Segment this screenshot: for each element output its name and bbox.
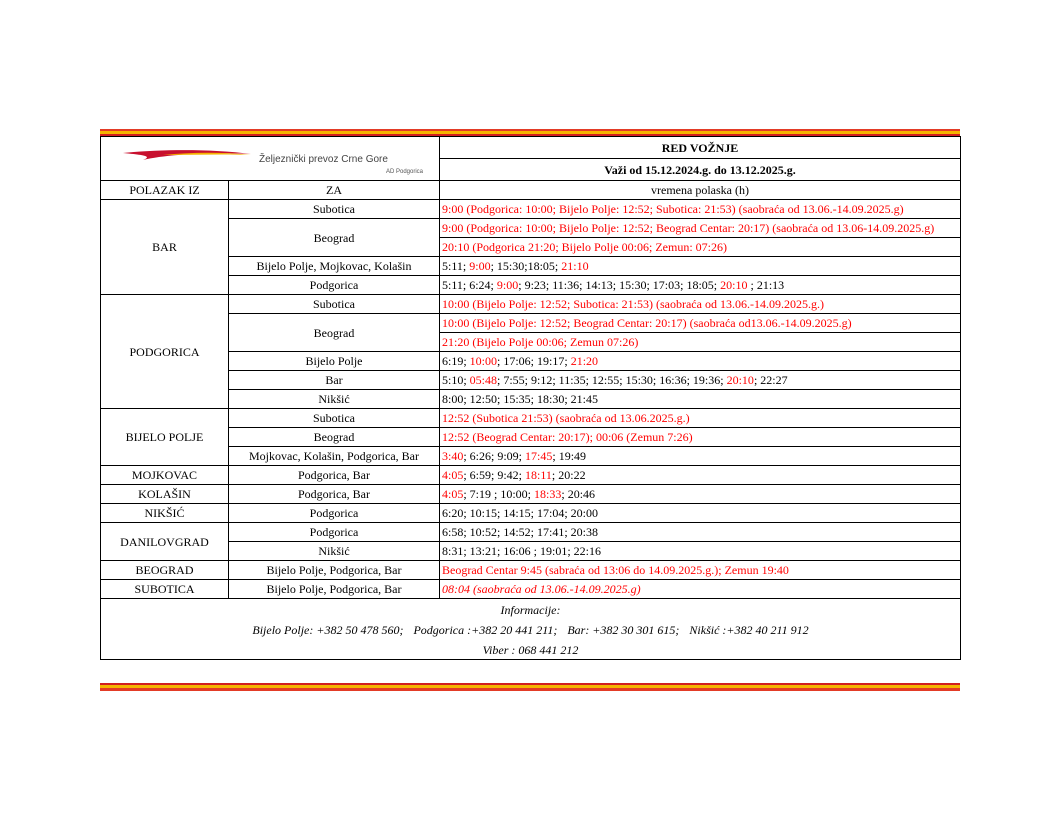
departure-times: 3:40; 6:26; 9:09; 17:45; 19:49 <box>440 447 961 466</box>
origin-station: BEOGRAD <box>101 561 229 580</box>
departure-times: 12:52 (Subotica 21:53) (saobraća od 13.06.2025.g.) <box>440 409 961 428</box>
departure-times: Beograd Centar 9:45 (sabraća od 13:06 do 14.09.2025.g.); Zemun 19:40 <box>440 561 961 580</box>
origin-station: NIKŠIĆ <box>101 504 229 523</box>
table-row <box>101 314 961 333</box>
destination: Subotica <box>229 409 440 428</box>
destination: Bijelo Polje <box>229 352 440 371</box>
destination: Subotica <box>229 295 440 314</box>
table-row <box>101 428 961 447</box>
table-row <box>101 371 961 390</box>
table-row <box>101 466 961 485</box>
table-row <box>101 409 961 428</box>
phone-niksic: Nikšić :+382 40 211 912 <box>689 623 809 637</box>
destination: Bar <box>229 371 440 390</box>
company-logo-cell <box>101 137 440 181</box>
table-row <box>101 542 961 561</box>
table-row <box>101 580 961 599</box>
table-row <box>101 447 961 466</box>
destination: Podgorica <box>229 523 440 542</box>
phone-podgorica: Podgorica :+382 20 441 211; <box>413 623 558 637</box>
logo-swoosh-icon <box>123 147 253 163</box>
destination: Podgorica, Bar <box>229 485 440 504</box>
departure-times: 21:20 (Bijelo Polje 00:06; Zemun 07:26) <box>440 333 961 352</box>
departure-times: 08:04 (saobraća od 13.06.-14.09.2025.g) <box>440 580 961 599</box>
table-row <box>101 390 961 409</box>
departure-times: 8:00; 12:50; 15:35; 18:30; 21:45 <box>440 390 961 409</box>
departure-times: 5:10; 05:48; 7:55; 9:12; 11:35; 12:55; 15:30; 16:36; 19:36; 20:10; 22:27 <box>440 371 961 390</box>
phone-bar: Bar: +382 30 301 615; <box>567 623 680 637</box>
origin-station: DANILOVGRAD <box>101 523 229 561</box>
destination: Bijelo Polje, Mojkovac, Kolašin <box>229 257 440 276</box>
col-header-to: ZA <box>229 181 440 200</box>
table-row <box>101 257 961 276</box>
table-row <box>101 504 961 523</box>
destination: Beograd <box>229 219 440 257</box>
table-row <box>101 523 961 542</box>
departure-times: 4:05; 6:59; 9:42; 18:11; 20:22 <box>440 466 961 485</box>
departure-times: 5:11; 6:24; 9:00; 9:23; 11:36; 14:13; 15:30; 17:03; 18:05; 20:10 ; 21:13 <box>440 276 961 295</box>
info-phones <box>101 620 961 640</box>
phone-bijelo-polje: Bijelo Polje: +382 50 478 560; <box>252 623 404 637</box>
table-row <box>101 295 961 314</box>
info-heading: Informacije: <box>101 599 961 621</box>
destination: Podgorica, Bar <box>229 466 440 485</box>
destination: Subotica <box>229 200 440 219</box>
table-row <box>101 219 961 238</box>
table-row <box>101 561 961 580</box>
destination: Podgorica <box>229 504 440 523</box>
destination: Beograd <box>229 314 440 352</box>
origin-station: BAR <box>101 200 229 295</box>
origin-station: PODGORICA <box>101 295 229 409</box>
destination: Bijelo Polje, Podgorica, Bar <box>229 561 440 580</box>
departure-times: 10:00 (Bijelo Polje: 12:52; Subotica: 21:53) (saobraća od 13.06.-14.09.2025.g.) <box>440 295 961 314</box>
table-row <box>101 200 961 219</box>
table-row <box>101 276 961 295</box>
table-row <box>101 485 961 504</box>
destination: Mojkovac, Kolašin, Podgorica, Bar <box>229 447 440 466</box>
departure-times: 20:10 (Podgorica 21:20; Bijelo Polje 00:06; Zemun: 07:26) <box>440 238 961 257</box>
origin-station: SUBOTICA <box>101 580 229 599</box>
origin-station: BIJELO POLJE <box>101 409 229 466</box>
validity-period: Važi od 15.12.2024.g. do 13.12.2025.g. <box>440 159 961 181</box>
origin-station: MOJKOVAC <box>101 466 229 485</box>
departure-times: 6:19; 10:00; 17:06; 19:17; 21:20 <box>440 352 961 371</box>
bottom-stripe-red-2 <box>100 688 960 691</box>
departure-times: 5:11; 9:00; 15:30;18:05; 21:10 <box>440 257 961 276</box>
departure-times: 10:00 (Bijelo Polje: 12:52; Beograd Centar: 20:17) (saobraća od13.06.-14.09.2025.g) <box>440 314 961 333</box>
table-row <box>101 352 961 371</box>
destination: Nikšić <box>229 542 440 561</box>
col-header-times: vremena polaska (h) <box>440 181 961 200</box>
company-subtitle: AD Podgorica <box>386 168 424 175</box>
destination: Beograd <box>229 428 440 447</box>
origin-station: KOLAŠIN <box>101 485 229 504</box>
col-header-from: POLAZAK IZ <box>101 181 229 200</box>
destination: Podgorica <box>229 276 440 295</box>
destination: Bijelo Polje, Podgorica, Bar <box>229 580 440 599</box>
info-viber: Viber : 068 441 212 <box>101 640 961 660</box>
departure-times: 9:00 (Podgorica: 10:00; Bijelo Polje: 12:52; Subotica: 21:53) (saobraća od 13.06.-14.09.2025.g) <box>440 200 961 219</box>
departure-times: 4:05; 7:19 ; 10:00; 18:33; 20:46 <box>440 485 961 504</box>
departure-times: 12:52 (Beograd Centar: 20:17); 00:06 (Zemun 7:26) <box>440 428 961 447</box>
timetable <box>100 136 961 660</box>
departure-times: 9:00 (Podgorica: 10:00; Bijelo Polje: 12:52; Beograd Centar: 20:17) (saobraća od 13.06-14.09.2025.g) <box>440 219 961 238</box>
departure-times: 8:31; 13:21; 16:06 ; 19:01; 22:16 <box>440 542 961 561</box>
company-name: Željeznički prevoz Crne Gore <box>259 153 388 165</box>
page-title: RED VOŽNJE <box>440 137 961 159</box>
destination: Nikšić <box>229 390 440 409</box>
departure-times: 6:58; 10:52; 14:52; 17:41; 20:38 <box>440 523 961 542</box>
departure-times: 6:20; 10:15; 14:15; 17:04; 20:00 <box>440 504 961 523</box>
